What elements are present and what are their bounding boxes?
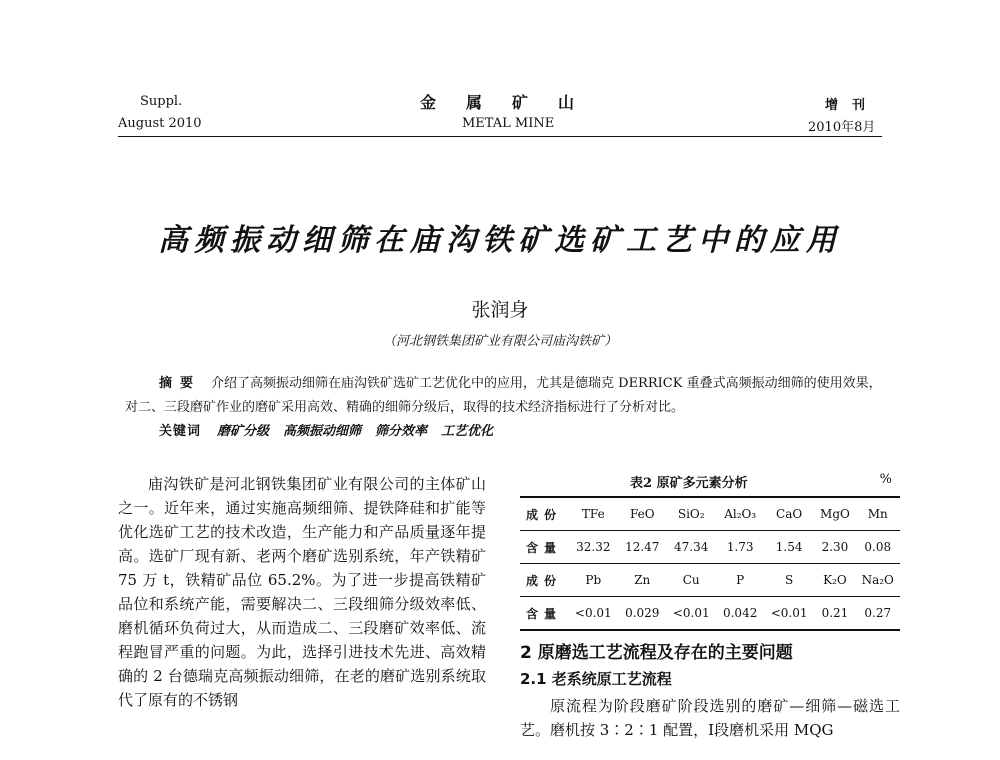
table-row <box>520 531 900 564</box>
abstract-label: 摘要 <box>159 376 202 391</box>
row-label: 含量 <box>520 531 568 564</box>
row-label: 成份 <box>520 497 568 531</box>
keyword: 磨矿分级 <box>217 424 270 439</box>
table-row <box>520 597 900 631</box>
table-cell: 47.34 <box>666 531 717 564</box>
table-cell: 1.73 <box>717 531 764 564</box>
table-cell: TFe <box>568 497 619 531</box>
table-cell: Pb <box>568 564 619 597</box>
intro-column <box>118 472 486 712</box>
table-cell: MgO <box>814 497 855 531</box>
table-cell: K₂O <box>814 564 855 597</box>
header-suppl: Suppl. <box>140 94 183 109</box>
table-cell: Cu <box>666 564 717 597</box>
table-title: 表2 原矿多元素分析 <box>630 476 748 491</box>
section-text: 原流程为阶段磨矿阶段选别的磨矿—细筛—磁选工艺。磨机按 3∶2∶1 配置，Ⅰ段磨机采用 MQG <box>520 697 900 739</box>
table-unit: % <box>879 472 892 487</box>
section-paragraph <box>520 694 900 742</box>
table-cell: 12.47 <box>619 531 666 564</box>
keyword: 高频振动细筛 <box>283 424 362 439</box>
journal-name-cn: 金属矿山 <box>420 93 605 112</box>
table-cell: Zn <box>619 564 666 597</box>
table-cell: Al₂O₃ <box>717 497 764 531</box>
header-date-en: August 2010 <box>118 116 202 131</box>
table-cell: Na₂O <box>855 564 900 597</box>
table-cell: CaO <box>764 497 815 531</box>
table-cell: P <box>717 564 764 597</box>
subsection-heading: 2.1 老系统原工艺流程 <box>520 670 672 688</box>
element-analysis-table <box>520 496 900 631</box>
table-cell: 32.32 <box>568 531 619 564</box>
table-cell: FeO <box>619 497 666 531</box>
table-cell: S <box>764 564 815 597</box>
intro-paragraph: 庙沟铁矿是河北钢铁集团矿业有限公司的主体矿山之一。近年来，通过实施高频细筛、提铁降硅和扩能等优化选矿工艺的技术改造，生产能力和产品质量逐年提高。选矿厂现有新、老两个磨矿选别系统，年产铁精矿 75 万 t，铁精矿品位 65.2%。为了进一步提高铁精矿品位和系统产能，需要解决二、三段细筛分级效率低、磨机循环负荷过大，从而造成二、三段磨矿效率低、流程跑冒严重的问题。为此，选择引进技术先进、高效精确的 2 台德瑞克高频振动细筛，在老的磨矿选别系统取代了原有的不锈钢 <box>118 475 486 709</box>
table-cell: 1.54 <box>764 531 815 564</box>
row-label: 成份 <box>520 564 568 597</box>
table-cell: 0.029 <box>619 597 666 631</box>
journal-name-en: METAL MINE <box>462 116 555 131</box>
header-issue-cn: 增刊 <box>825 98 880 113</box>
table-cell: <0.01 <box>568 597 619 631</box>
table-cell: 0.042 <box>717 597 764 631</box>
abstract-text: 介绍了高频振动细筛在庙沟铁矿选矿工艺优化中的应用，尤其是德瑞克 DERRICK 重叠式高频振动细筛的使用效果，对二、三段磨矿作业的磨矿采用高效、精确的细筛分级后，取得的技术经济指标进行了分析对比。 <box>125 376 882 415</box>
keyword: 筛分效率 <box>375 424 428 439</box>
table-cell: <0.01 <box>666 597 717 631</box>
author: 张润身 <box>471 299 529 321</box>
affiliation: （河北钢铁集团矿业有限公司庙沟铁矿） <box>382 334 617 349</box>
table-cell: 0.08 <box>855 531 900 564</box>
table-cell: Mn <box>855 497 900 531</box>
header-date-cn: 2010年8月 <box>808 120 876 135</box>
paper-title: 高频振动细筛在庙沟铁矿选矿工艺中的应用 <box>158 223 842 258</box>
table-cell: 2.30 <box>814 531 855 564</box>
abstract <box>125 372 885 444</box>
table-cell: 0.21 <box>814 597 855 631</box>
row-label: 含量 <box>520 597 568 631</box>
table-row <box>520 564 900 597</box>
table-row <box>520 497 900 531</box>
table-caption <box>520 472 900 491</box>
table-cell: SiO₂ <box>666 497 717 531</box>
section-heading: 2 原磨选工艺流程及存在的主要问题 <box>520 643 793 663</box>
table-cell: <0.01 <box>764 597 815 631</box>
keywords <box>159 420 885 444</box>
keyword: 工艺优化 <box>441 424 494 439</box>
table-cell: 0.27 <box>855 597 900 631</box>
header-rule <box>118 136 882 137</box>
keywords-label: 关键词 <box>159 424 202 439</box>
